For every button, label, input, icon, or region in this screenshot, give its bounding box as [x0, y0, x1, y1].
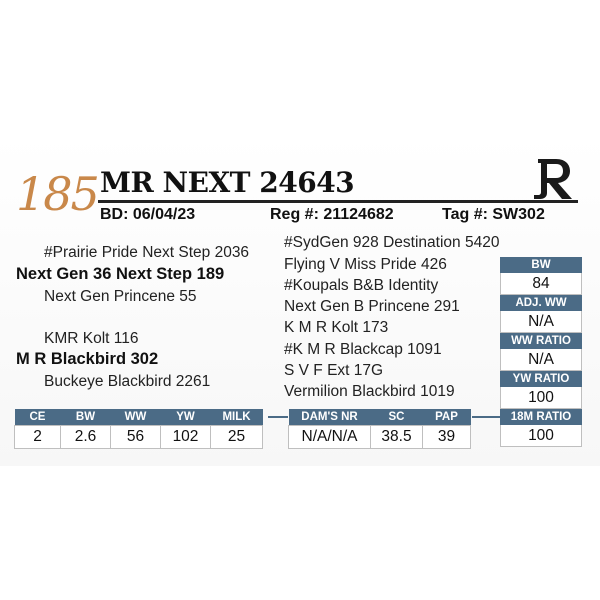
extended-pedigree-entry: #K M R Blackcap 1091	[284, 341, 442, 358]
stat-ww-ratio	[500, 333, 582, 371]
sire-dam: Next Gen Princene 55	[44, 288, 197, 305]
stat-label: YW RATIO	[500, 371, 582, 387]
table-connector	[268, 416, 288, 418]
extended-pedigree-entry: Vermilion Blackbird 1019	[284, 383, 455, 400]
sire: Next Gen 36 Next Step 189	[16, 265, 225, 283]
dam-stats-header-nr: DAM'S NR	[289, 409, 371, 426]
stat-value: 84	[500, 273, 582, 295]
epd-header-bw: BW	[61, 409, 111, 426]
stat-value: N/A	[500, 311, 582, 333]
dam-stats-header-row	[289, 409, 471, 426]
epd-value-ce: 2	[15, 426, 61, 449]
tag-number: Tag #: SW302	[442, 206, 545, 223]
epd-header-milk: MILK	[211, 409, 263, 426]
registration-number: Reg #: 21124682	[270, 206, 394, 223]
dam-stats-value-nr: N/A/N/A	[289, 426, 371, 449]
epd-value-milk: 25	[211, 426, 263, 449]
epd-value-row	[15, 426, 263, 449]
extended-pedigree-entry: #Koupals B&B Identity	[284, 277, 439, 294]
dam-stats-header-sc: SC	[371, 409, 423, 426]
stat-adj-ww	[500, 295, 582, 333]
stat-yw-ratio	[500, 371, 582, 409]
dam-dam: Buckeye Blackbird 2261	[44, 373, 211, 390]
dam: M R Blackbird 302	[16, 350, 159, 368]
epd-value-yw: 102	[161, 426, 211, 449]
stat-value: N/A	[500, 349, 582, 371]
animal-name: MR NEXT 24643	[100, 166, 355, 199]
stat-label: ADJ. WW	[500, 295, 582, 311]
stat-18m-ratio	[500, 409, 582, 447]
epd-value-ww: 56	[111, 426, 161, 449]
stat-value: 100	[500, 425, 582, 447]
epd-table	[14, 409, 263, 449]
stat-value: 100	[500, 387, 582, 409]
epd-header-yw: YW	[161, 409, 211, 426]
extended-pedigree-entry: Next Gen B Princene 291	[284, 298, 460, 315]
stat-label: BW	[500, 257, 582, 273]
epd-header-ce: CE	[15, 409, 61, 426]
extended-pedigree-entry: K M R Kolt 173	[284, 319, 389, 336]
dam-stats-value-row	[289, 426, 471, 449]
r-brand-logo-icon	[530, 155, 576, 201]
dam-stats-value-pap: 39	[423, 426, 471, 449]
epd-value-bw: 2.6	[61, 426, 111, 449]
stat-label: 18M RATIO	[500, 409, 582, 425]
stat-bw	[500, 257, 582, 295]
extended-pedigree-entry: #SydGen 928 Destination 5420	[284, 234, 500, 251]
lot-number: 185	[16, 167, 98, 221]
epd-header-ww: WW	[111, 409, 161, 426]
stat-label: WW RATIO	[500, 333, 582, 349]
birth-date: BD: 06/04/23	[100, 206, 196, 223]
dam-stats-header-pap: PAP	[423, 409, 471, 426]
dam-stats-value-sc: 38.5	[371, 426, 423, 449]
title-divider	[98, 200, 578, 203]
epd-header-row	[15, 409, 263, 426]
table-connector	[472, 416, 500, 418]
extended-pedigree-entry: Flying V Miss Pride 426	[284, 256, 447, 273]
sire-sire: #Prairie Pride Next Step 2036	[44, 244, 250, 261]
dam-sire: KMR Kolt 116	[44, 330, 139, 347]
dam-stats-table	[288, 409, 471, 449]
extended-pedigree-entry: S V F Ext 17G	[284, 362, 384, 379]
